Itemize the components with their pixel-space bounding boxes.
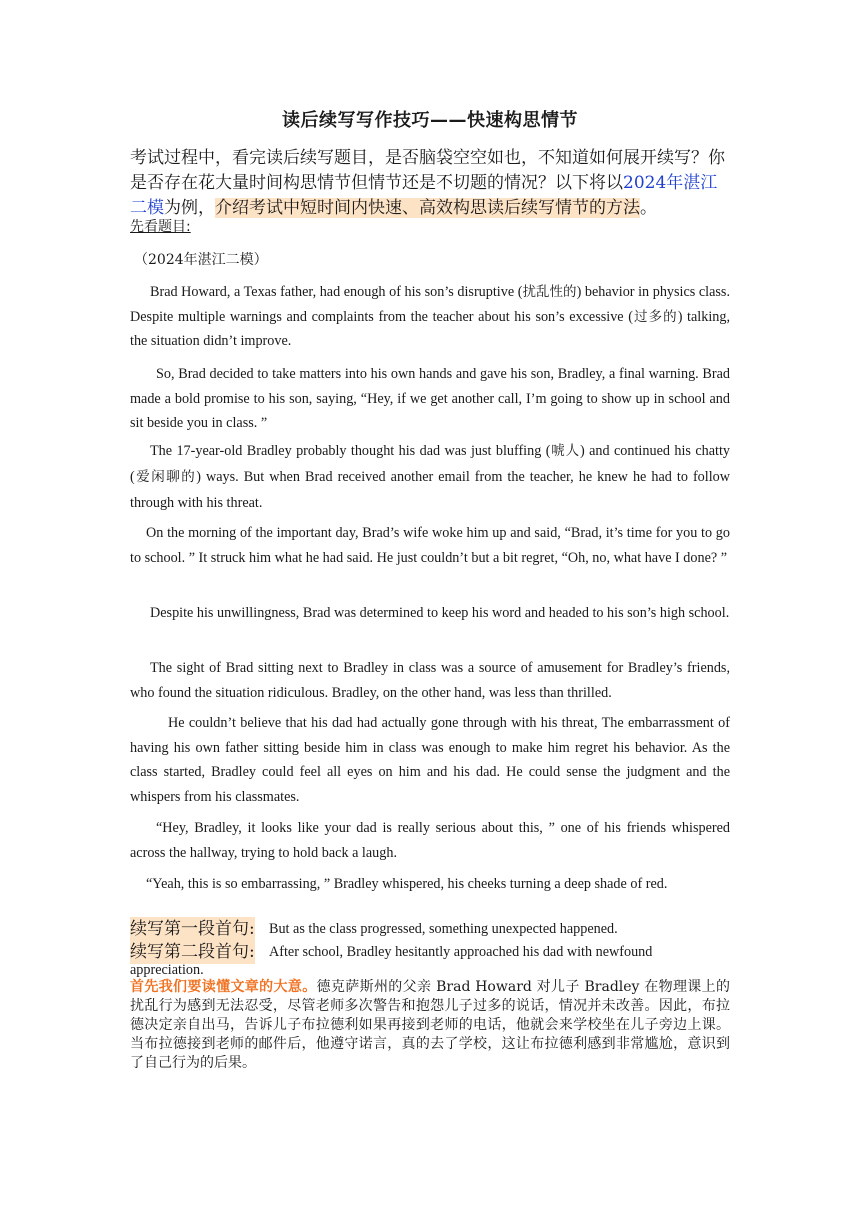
story-paragraph-5: Despite his unwillingness, Brad was determined to keep his word and headed to his son’s high school.	[150, 605, 730, 621]
story-paragraph-4: On the morning of the important day, Brad’s wife woke him up and said, “Brad, it’s time for you to go to school. ” It struck him what he had said. He just couldn’t but a bit regret, “Oh, no, what have I done? ”	[130, 525, 730, 566]
story-paragraph-9: “Yeah, this is so embarrassing, ” Bradley whispered, his cheeks turning a deep shade of red.	[146, 876, 668, 892]
story-paragraph-7: He couldn’t believe that his dad had actually gone through with his threat, The embarrassment of having his own father sitting beside him in class was enough to make him regret his behavior. As the class started, Bradley could feel all eyes on him and his dad. He could sense the judgment and the whispers from his classmates.	[130, 715, 730, 805]
source-label: （2024年湛江二模）	[134, 252, 268, 268]
gloss-disruptive: 扰乱性的	[522, 284, 577, 300]
gloss-excessive: 过多的	[632, 308, 678, 325]
page-title: 读后续写写作技巧——快速构思情节	[282, 110, 578, 131]
story-paragraph-1: Brad Howard, a Texas father, had enough of his son’s disruptive (扰乱性的) behavior in physics class. Despite multiple warnings and complaints from the teacher about his son’s excessive (过多的) talking, the situation didn’t improve.	[130, 284, 730, 349]
second-paragraph-label: 续写第二段首句:	[130, 942, 255, 962]
story-paragraph-2: So, Brad decided to take matters into his own hands and gave his son, Bradley, a final warning. Brad made a bold promise to his son, saying, “Hey, if we get another call, I’m going to show up in school and sit beside you in class. ”	[130, 366, 730, 431]
subheading: 先看题目:	[130, 219, 191, 235]
first-paragraph-sentence: But as the class progressed, something unexpected happened.	[269, 921, 618, 937]
story-paragraph-8: “Hey, Bradley, it looks like your dad is really serious about this, ” one of his friends whispered across the hallway, trying to hold back a laugh.	[130, 820, 730, 861]
second-paragraph-sentence-cont: appreciation.	[130, 962, 204, 978]
second-paragraph-sentence: After school, Bradley hesitantly approached his dad with newfound	[269, 944, 653, 960]
intro-paragraph	[130, 146, 730, 221]
intro-end: 。	[640, 198, 657, 218]
summary-lead: 首先我们要读懂文章的大意。	[130, 979, 317, 995]
intro-text-1: 考试过程中，看完读后续写题目，是否脑袋空空如也，不知道如何展开续写？你是否存在花大量时间构思情节但情节还是不切题的情况？以下将以	[130, 148, 725, 193]
summary-body: 德克萨斯州的父亲 Brad Howard 对儿子 Bradley 在物理课上的扰乱行为感到无法忍受，尽管老师多次警告和抱怨儿子过多的说话，情况并未改善。因此，布拉德决定亲自出马，告诉儿子布拉德利如果再接到老师的电话，他就会来学校坐在儿子旁边上课。当布拉德接到老师的邮件后，他遵守诺言，真的去了学校，这让布拉德利感到非常尴尬，意识到了自己行为的后果。	[130, 979, 731, 1071]
summary-paragraph	[130, 978, 730, 1073]
gloss-chatty: 爱闲聊的	[134, 469, 197, 485]
intro-highlight: 介绍考试中短时间内快速、高效构思读后续写情节的方法	[215, 198, 640, 218]
intro-text-2: 为例，	[164, 198, 215, 218]
story-paragraph-6: The sight of Brad sitting next to Bradley in class was a source of amusement for Bradley’s friends, who found the situation ridiculous. Bradley, on the other hand, was less than thrilled.	[130, 660, 730, 701]
first-paragraph-label: 续写第一段首句:	[130, 919, 255, 939]
story-paragraph-3: The 17-year-old Bradley probably thought his dad was just bluffing (唬人) and continued his chatty (爱闲聊的) ways. But when Brad received another email from the teacher, he knew he had to follow through with his threat.	[130, 443, 731, 511]
gloss-bluffing: 唬人	[550, 443, 580, 459]
exam-link[interactable]: 2024年湛江二模	[130, 173, 718, 218]
